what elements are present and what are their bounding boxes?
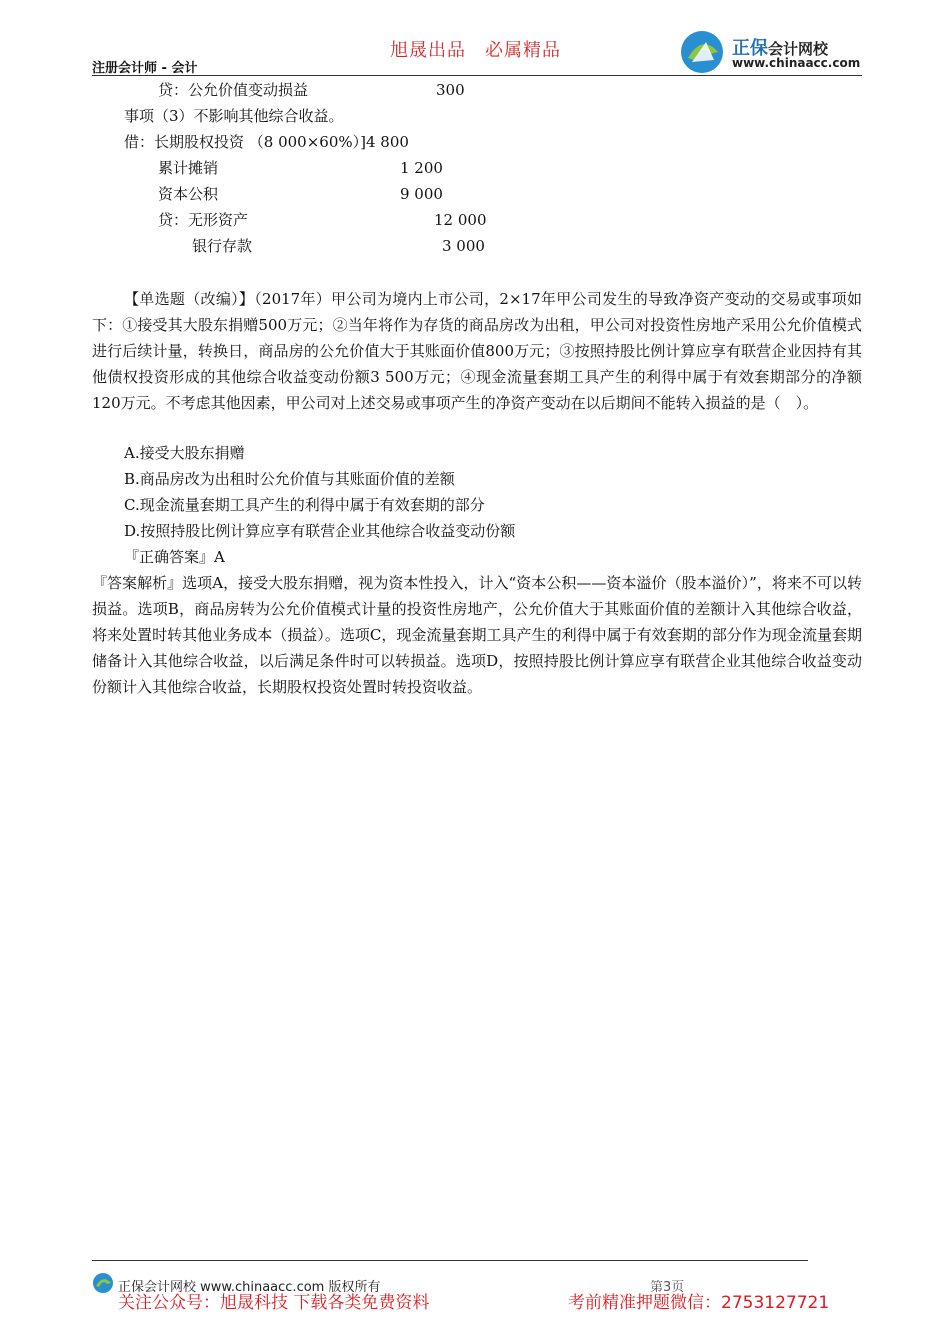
header-divider — [92, 75, 862, 76]
question-text: 【单选题（改编）】（2017年）甲公司为境内上市公司，2×17年甲公司发生的导致净资产变动的交易或事项如下：①接受其大股东捐赠500万元；②当年将作为存货的商品房改为出租，甲公司对投资性房地产采用公允价值模式进行后续计量，转换日，商品房的公允价值大于其账面价值800万元；③按照持股比例计算应享有联营企业因持有其他债权投资形成的其他综合收益变动份额3 500万元；④现金流量套期工具产生的利得中属于有效套期部分的净额120万元。不考虑其他因素，甲公司对上述交易或事项产生的净资产变动在以后期间不能转入损益的是（ ）。 — [92, 290, 862, 412]
option-b: B.商品房改为出租时公允价值与其账面价值的差额 — [124, 470, 455, 488]
promo-right: 考前精准押题微信：2753127721 — [568, 1293, 830, 1313]
logo-name-suffix: 会计网校 — [768, 40, 829, 58]
header-slogan: 旭晟出品 必属精品 — [390, 40, 561, 61]
entry-label: 银行存款 — [192, 237, 253, 255]
promo-left: 关注公众号：旭晟科技 下载各类免费资料 — [118, 1293, 430, 1313]
entry-label: 累计摊销 — [158, 159, 219, 177]
entry-amount: 300 — [436, 81, 465, 99]
document-subject: 注册会计师 - 会计 — [92, 61, 198, 76]
entry-amount: 1 200 — [400, 159, 443, 177]
footer-divider — [92, 1260, 808, 1261]
correct-answer: 『正确答案』A — [124, 548, 225, 566]
entry-label: 贷：公允价值变动损益 — [158, 81, 309, 99]
entry-label: 贷：无形资产 — [158, 211, 249, 229]
entry-label: 资本公积 — [158, 185, 219, 203]
entry-amount: 12 000 — [434, 211, 487, 229]
logo-emblem-icon — [680, 30, 726, 74]
answer-explanation: 『答案解析』选项A，接受大股东捐赠，视为资本性投入，计入“资本公积——资本溢价（股本溢价）”，将来不可以转损益。选项B，商品房转为公允价值模式计量的投资性房地产，公允价值大于其账面价值的差额计入其他综合收益，将来处置时转其他业务成本（损益）。选项C，现金流量套期工具产生的利得中属于有效套期的部分作为现金流量套期储备计入其他综合收益，以后满足条件时可以转损益。选项D，按照持股比例计算应享有联营企业其他综合收益变动份额计入其他综合收益，长期股权投资处置时转投资收益。 — [92, 574, 862, 696]
page-number: 第3页 — [650, 1280, 685, 1295]
logo-name: 正保 — [732, 38, 768, 59]
footer-copyright: 正保会计网校 www.chinaacc.com 版权所有 — [118, 1280, 381, 1295]
entry-amount: 3 000 — [442, 237, 485, 255]
entry-amount: 9 000 — [400, 185, 443, 203]
chinaacc-logo — [680, 30, 866, 74]
option-d: D.按照持股比例计算应享有联营企业其他综合收益变动份额 — [124, 522, 516, 540]
option-c: C.现金流量套期工具产生的利得中属于有效套期的部分 — [124, 496, 485, 514]
logo-url: www.chinaacc.com — [732, 56, 861, 70]
footer-logo-icon — [92, 1272, 114, 1294]
entry-note: 事项（3）不影响其他综合收益。 — [124, 107, 344, 125]
option-a: A.接受大股东捐赠 — [124, 444, 245, 462]
entry-label: 借：长期股权投资 （8 000×60%）]4 800 — [124, 133, 409, 151]
